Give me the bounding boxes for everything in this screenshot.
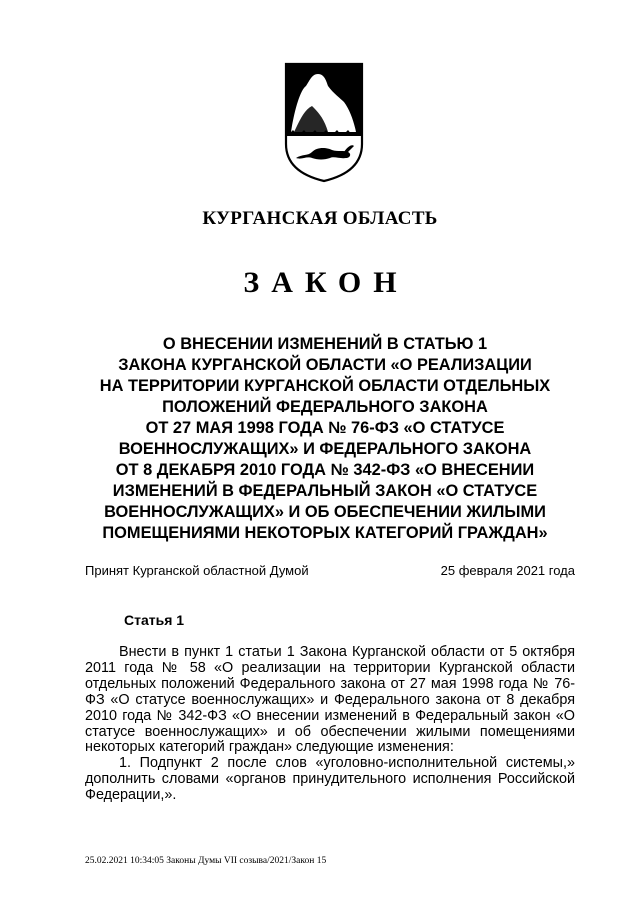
title-line: ОТ 8 ДЕКАБРЯ 2010 ГОДА № 342-ФЗ «О ВНЕСЕНИИ bbox=[115, 461, 535, 479]
document-type-heading: ЗАКОН bbox=[243, 266, 409, 299]
law-title bbox=[60, 334, 590, 544]
adopted-by-text: Принят Курганской областной Думой bbox=[85, 563, 309, 578]
region-heading: КУРГАНСКАЯ ОБЛАСТЬ bbox=[202, 208, 438, 229]
document-footer: 25.02.2021 10:34:05 Законы Думы VII созыва/2021/Закон 15 bbox=[85, 856, 327, 866]
adoption-date: 25 февраля 2021 года bbox=[440, 563, 575, 578]
article-heading: Статья 1 bbox=[124, 612, 185, 628]
title-line: НА ТЕРРИТОРИИ КУРГАНСКОЙ ОБЛАСТИ ОТДЕЛЬНЫХ bbox=[99, 377, 551, 395]
title-line: ВОЕННОСЛУЖАЩИХ» И ОБ ОБЕСПЕЧЕНИИ ЖИЛЫМИ bbox=[104, 503, 546, 521]
coat-of-arms-emblem bbox=[282, 60, 366, 184]
title-line: ИЗМЕНЕНИЙ В ФЕДЕРАЛЬНЫЙ ЗАКОН «О СТАТУСЕ bbox=[112, 482, 538, 500]
article-paragraph: 1. Подпункт 2 после слов «уголовно-исполнительной системы,» дополнить словами «органов принудительного исполнения Российской Федерации,». bbox=[85, 755, 575, 804]
title-line: ПОЛОЖЕНИЙ ФЕДЕРАЛЬНОГО ЗАКОНА bbox=[162, 398, 488, 416]
title-line: ОТ 27 МАЯ 1998 ГОДА № 76-ФЗ «О СТАТУСЕ bbox=[145, 419, 505, 437]
article-body bbox=[85, 645, 575, 804]
title-line: ВОЕННОСЛУЖАЩИХ» И ФЕДЕРАЛЬНОГО ЗАКОНА bbox=[118, 440, 532, 458]
article-paragraph: Внести в пункт 1 статьи 1 Закона Курганской области от 5 октября 2011 года № 58 «О реализации на территории Курганской области отдельных положений Федерального закона от 27 мая 1998 года № 76-ФЗ «О статусе военнослужащих» и Федерального закона от 8 декабря 2010 года № 342-ФЗ «О внесении изменений в Федеральный закон «О статусе военнослужащих» и об обеспечении жилыми помещениями некоторых категорий граждан» следующие изменения: bbox=[85, 644, 575, 756]
title-line: О ВНЕСЕНИИ ИЗМЕНЕНИЙ В СТАТЬЮ 1 bbox=[162, 335, 488, 353]
title-line: ПОМЕЩЕНИЯМИ НЕКОТОРЫХ КАТЕГОРИЙ ГРАЖДАН» bbox=[102, 524, 548, 542]
title-line: ЗАКОНА КУРГАНСКОЙ ОБЛАСТИ «О РЕАЛИЗАЦИИ bbox=[118, 356, 532, 374]
adoption-info bbox=[85, 563, 575, 578]
